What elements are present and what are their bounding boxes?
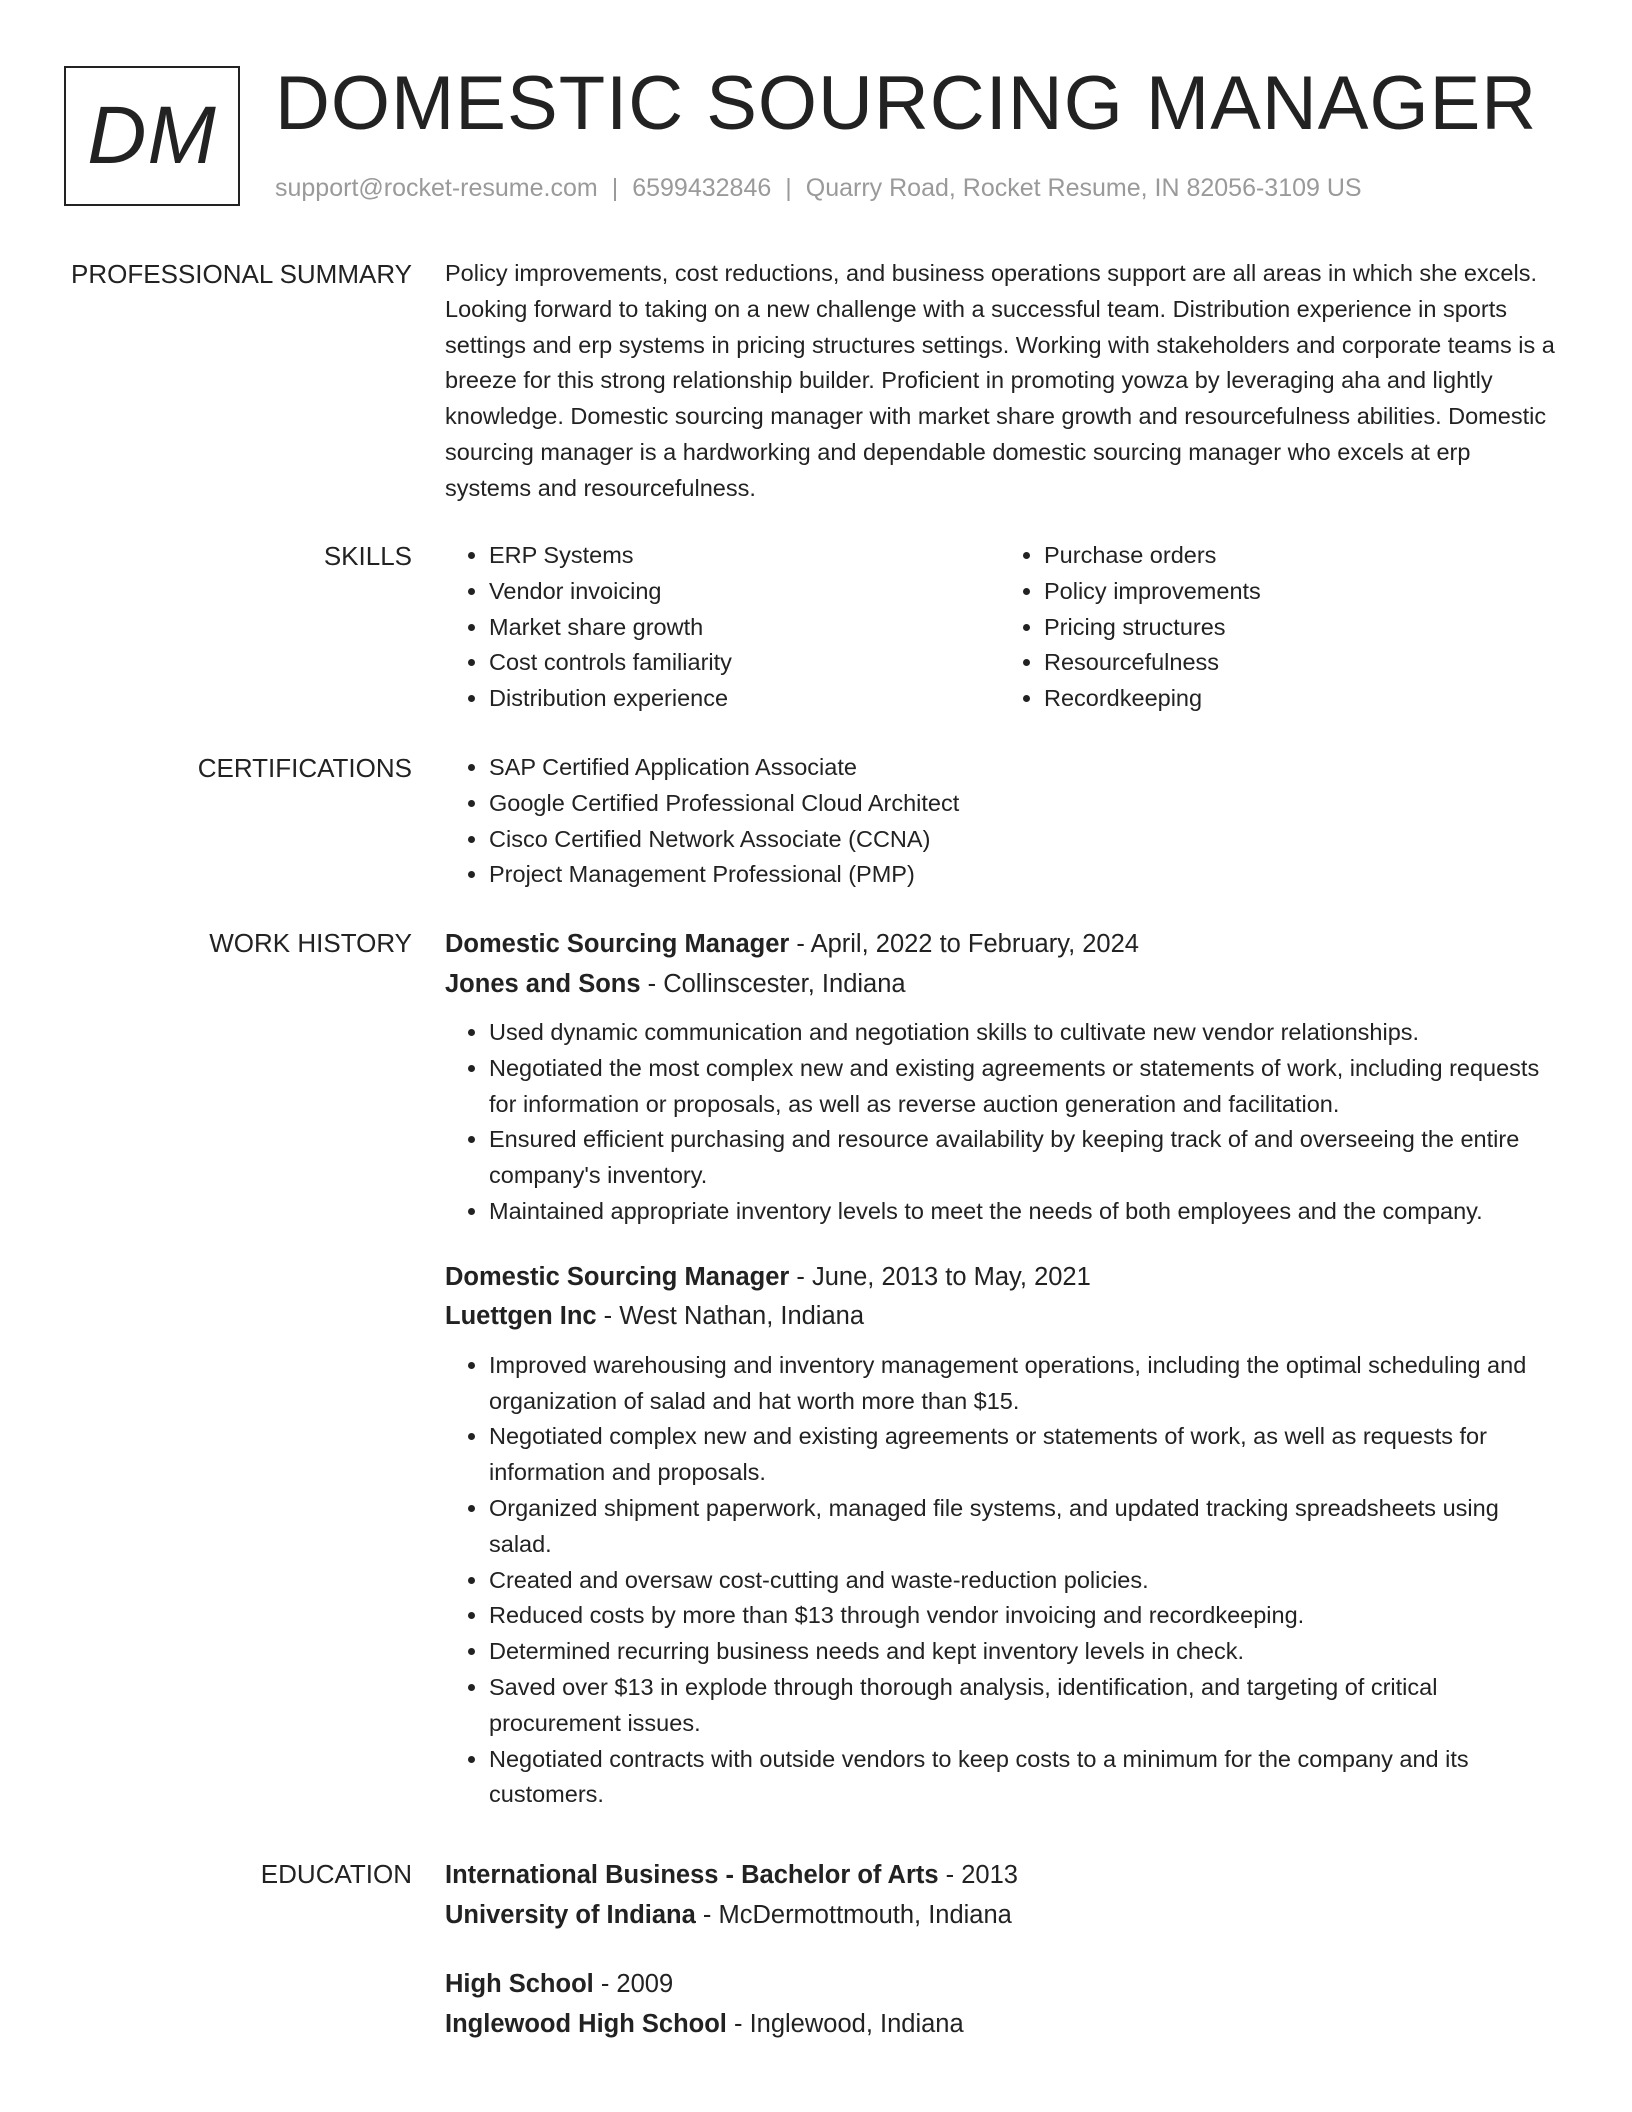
certifications-list [445, 750, 1555, 893]
skills-list-right [1000, 538, 1555, 717]
job-bullet: • Saved over $13 in explode through thorough analysis, identification, and targeting of critical procurement issues. [489, 1670, 1555, 1742]
section-heading-summary: PROFESSIONAL SUMMARY [71, 259, 412, 289]
contact-email: support@rocket-resume.com [275, 174, 598, 202]
job-bullet-list [445, 1348, 1555, 1813]
education-school-line [445, 2005, 1555, 2045]
job-bullet: • Determined recurring business needs and kept inventory levels in check. [489, 1634, 1555, 1670]
education-body [445, 1856, 1555, 2044]
education-location: - Inglewood, Indiana [726, 2009, 964, 2038]
job-title-line [445, 1258, 1555, 1298]
education-year: - 2009 [593, 1970, 674, 1998]
section-heading-skills: SKILLS [323, 541, 412, 571]
certifications-body [445, 750, 1555, 893]
job-bullet: • Negotiated complex new and existing agreements or statements of work, as well as requests for information and proposals. [489, 1419, 1555, 1491]
skills-list-left [445, 538, 1000, 717]
resume-header [64, 61, 1572, 216]
skill-item: • Policy improvements [1044, 574, 1555, 610]
job-company: Luettgen Inc [445, 1302, 597, 1331]
contact-phone: 6599432846 [632, 174, 772, 202]
job-bullet: • Improved warehousing and inventory management operations, including the optimal scheduling and organization of salad and hat worth more than $15. [489, 1348, 1555, 1420]
candidate-title: DOMESTIC SOURCING MANAGER [275, 61, 1538, 146]
job-location: - Collinscester, Indiana [640, 969, 906, 998]
job-bullet: • Reduced costs by more than $13 through vendor invoicing and recordkeeping. [489, 1598, 1555, 1634]
section-heading-certifications: CERTIFICATIONS [197, 753, 412, 783]
job-title: Domestic Sourcing Manager [445, 1262, 790, 1291]
certification-item: • Cisco Certified Network Associate (CCNA) [489, 822, 1555, 858]
job-dates: - April, 2022 to February, 2024 [789, 930, 1139, 958]
education-location: - McDermottmouth, Indiana [695, 1900, 1012, 1929]
work-history-body [445, 925, 1555, 1813]
job-bullet: • Ensured efficient purchasing and resource availability by keeping track of and overseeing the entire company's inventory. [489, 1122, 1555, 1194]
skills-grid [445, 538, 1555, 717]
skill-item: • Distribution experience [489, 681, 1000, 717]
skill-item: • Market share growth [489, 610, 1000, 646]
job-entry [445, 1258, 1555, 1813]
contact-separator: | [785, 174, 792, 202]
education-degree: High School [445, 1970, 594, 1998]
monogram-logo: DM [64, 66, 240, 206]
job-company-line [445, 1297, 1555, 1337]
contact-separator: | [611, 174, 619, 202]
education-degree-line [445, 1965, 1555, 2005]
skill-item: • Recordkeeping [1044, 681, 1555, 717]
education-entry [445, 1856, 1555, 1935]
job-entry [445, 925, 1555, 1230]
education-degree: International Business - Bachelor of Arts [445, 1861, 939, 1889]
skill-item: • Vendor invoicing [489, 574, 1000, 610]
job-dates: - June, 2013 to May, 2021 [789, 1262, 1091, 1291]
job-title-line [445, 925, 1555, 965]
job-bullet: • Negotiated the most complex new and existing agreements or statements of work, including requests for information or proposals, as well as reverse auction generation and facilitation. [489, 1051, 1555, 1123]
education-year: - 2013 [938, 1861, 1018, 1889]
contact-address: Quarry Road, Rocket Resume, IN 82056-3109 US [805, 174, 1362, 202]
education-degree-line [445, 1856, 1555, 1896]
contact-line [275, 174, 1362, 203]
job-company-line [445, 965, 1555, 1005]
job-bullet: • Organized shipment paperwork, managed file systems, and updated tracking spreadsheets using salad. [489, 1491, 1555, 1563]
education-school: Inglewood High School [445, 2009, 727, 2038]
summary-text: Policy improvements, cost reductions, and business operations support are all areas in which she excels. Looking forward to taking on a new challenge with a successful team. Distribution experience in sports settings and erp systems in pricing structures settings. Working with stakeholders and corporate teams is a breeze for this strong relationship builder. Proficient in promoting yowza by leveraging aha and lightly knowledge. Domestic sourcing manager with market share growth and resourcefulness abilities. Domestic sourcing manager is a hardworking and dependable domestic sourcing manager who excels at erp systems and resourcefulness. [445, 260, 1555, 501]
job-bullet: • Created and oversaw cost-cutting and waste-reduction policies. [489, 1563, 1555, 1599]
job-bullet-list [445, 1015, 1555, 1230]
skill-item: • Purchase orders [1044, 538, 1555, 574]
skill-item: • Pricing structures [1044, 610, 1555, 646]
education-school: University of Indiana [445, 1900, 696, 1929]
certification-item: • SAP Certified Application Associate [489, 750, 1555, 786]
education-school-line [445, 1896, 1555, 1936]
certification-item: • Project Management Professional (PMP) [489, 857, 1555, 893]
job-bullet: • Maintained appropriate inventory levels to meet the needs of both employees and the company. [489, 1194, 1555, 1230]
education-entry [445, 1965, 1555, 2044]
skill-item: • Cost controls familiarity [489, 645, 1000, 681]
job-title: Domestic Sourcing Manager [445, 930, 790, 958]
job-company: Jones and Sons [445, 969, 641, 998]
job-bullet: • Used dynamic communication and negotiation skills to cultivate new vendor relationships. [489, 1015, 1555, 1051]
section-heading-education: EDUCATION [260, 1859, 412, 1889]
certification-item: • Google Certified Professional Cloud Architect [489, 786, 1555, 822]
skill-item: • Resourcefulness [1044, 645, 1555, 681]
job-bullet: • Negotiated contracts with outside vendors to keep costs to a minimum for the company and its customers. [489, 1742, 1555, 1814]
job-location: - West Nathan, Indiana [596, 1302, 865, 1331]
section-heading-work-history: WORK HISTORY [209, 928, 412, 958]
skill-item: • ERP Systems [489, 538, 1000, 574]
